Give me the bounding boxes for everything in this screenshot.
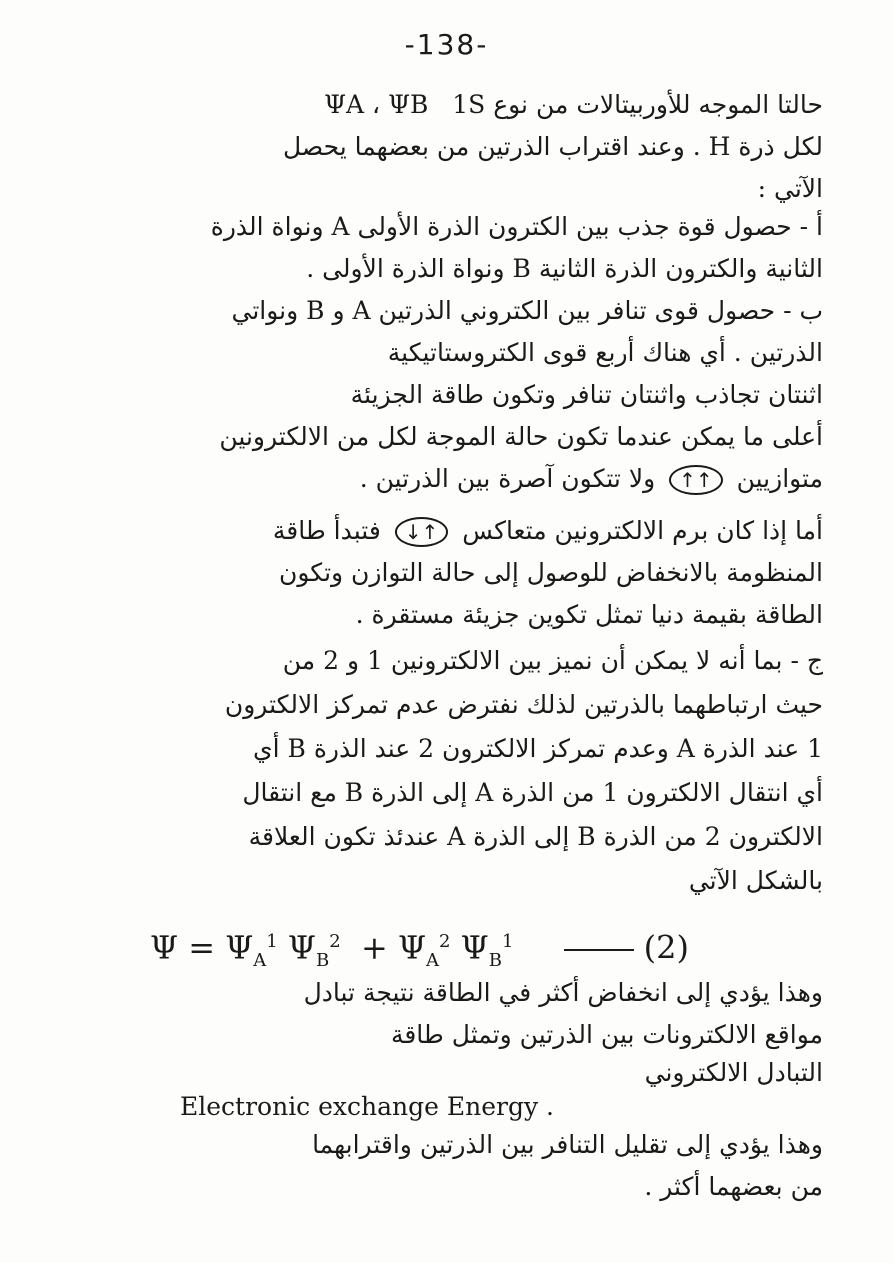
equation-dash [564, 949, 634, 951]
equation-t4: Ψ [460, 928, 489, 967]
text-line-2: لكل ذرة H . وعند اقتراب الذرتين من بعضهما يحصل [282, 132, 823, 161]
text-line-23: Electronic exchange Energy . [180, 1092, 554, 1121]
equation-t2-sub: B [315, 950, 330, 972]
text-line-5: الثانية والكترون الذرة الثانية B ونواة الذرة الأولى . [306, 254, 823, 283]
equation-t1-sub: A [253, 950, 267, 972]
text-line-20: وهذا يؤدي إلى انخفاض أكثر في الطاقة نتيجة تبادل [303, 978, 823, 1007]
equation-t3-sup: 2 [439, 931, 451, 952]
equation-plus: + Ψ [361, 928, 427, 967]
equation-t3-sub: A [426, 950, 440, 972]
parallel-spin-circle-icon: ↑↑ [669, 465, 723, 495]
equation-lhs: Ψ = Ψ [150, 928, 254, 967]
text-line-13: الطاقة بقيمة دنيا تمثل تكوين جزيئة مستقرة . [355, 600, 823, 629]
psi-a-symbol: ΨA [324, 90, 365, 119]
text-line-11 [80, 514, 823, 548]
text-line-9: أعلى ما يمكن عندما تكون حالة الموجة لكل من الالكترونين [219, 422, 823, 451]
text-line-10-a: متوازيين [736, 464, 823, 493]
equation-t1-sup: 1 [266, 931, 278, 952]
equation-number: (2) [643, 928, 689, 967]
page-number: -138- [404, 28, 489, 61]
text-line-15: حيث ارتباطهما بالذرتين لذلك نفترض عدم تمركز الالكترون [224, 690, 823, 719]
text-line-22: التبادل الالكتروني [644, 1058, 823, 1087]
psi-b-symbol: ΨB [388, 90, 429, 119]
text-line-25: من بعضهما أكثر . [644, 1172, 823, 1201]
text-line-1 [80, 88, 823, 122]
text-line-3: الآتي : [757, 174, 823, 203]
text-line-18: الالكترون 2 من الذرة B إلى الذرة A عندئذ تكون العلاقة [248, 822, 823, 851]
text-line-24: وهذا يؤدي إلى تقليل التنافر بين الذرتين واقترابهما [312, 1130, 823, 1159]
equation-t2: Ψ [287, 928, 316, 967]
text-line-19: بالشكل الآتي [688, 866, 823, 895]
text-line-8: اثنتان تجاذب واثنتان تنافر وتكون طاقة الجزيئة [350, 380, 823, 409]
equation-t4-sup: 1 [501, 931, 514, 952]
text-line-11-b: فتبدأ طاقة [272, 516, 381, 545]
text-line-17: أي انتقال الالكترون 1 من الذرة A إلى الذرة B مع انتقال [242, 778, 823, 807]
text-line-10 [80, 462, 823, 496]
text-line-7: الذرتين . أي هناك أربع قوى الكتروستاتيكية [387, 338, 823, 367]
text-line-1-text: حالتا الموجه للأوربيتالات من نوع 1S [452, 90, 823, 119]
text-line-4: أ - حصول قوة جذب بين الكترون الذرة الأولى A ونواة الذرة [210, 212, 823, 241]
wave-function-equation [150, 918, 750, 985]
text-line-11-a: أما إذا كان برم الالكترونين متعاكس [462, 516, 823, 545]
text-line-16: 1 عند الذرة A وعدم تمركز الالكترون 2 عند الذرة B أي [253, 734, 823, 763]
antiparallel-spin-circle-icon: ↑↓ [395, 517, 449, 547]
text-line-21: مواقع الالكترونات بين الذرتين وتمثل طاقة [390, 1020, 823, 1049]
equation-t4-sub: B [488, 950, 502, 972]
text-line-10-b: ولا تتكون آصرة بين الذرتين . [359, 464, 656, 493]
text-line-12: المنظومة بالانخفاض للوصول إلى حالة التوازن وتكون [279, 558, 823, 587]
equation-t2-sup: 2 [329, 931, 341, 952]
text-line-6: ب - حصول قوى تنافر بين الكتروني الذرتين A و B ونواتي [231, 296, 823, 325]
separator-comma: ، [372, 90, 381, 119]
text-line-14: ج - بما أنه لا يمكن أن نميز بين الالكترونين 1 و 2 من [282, 646, 823, 675]
